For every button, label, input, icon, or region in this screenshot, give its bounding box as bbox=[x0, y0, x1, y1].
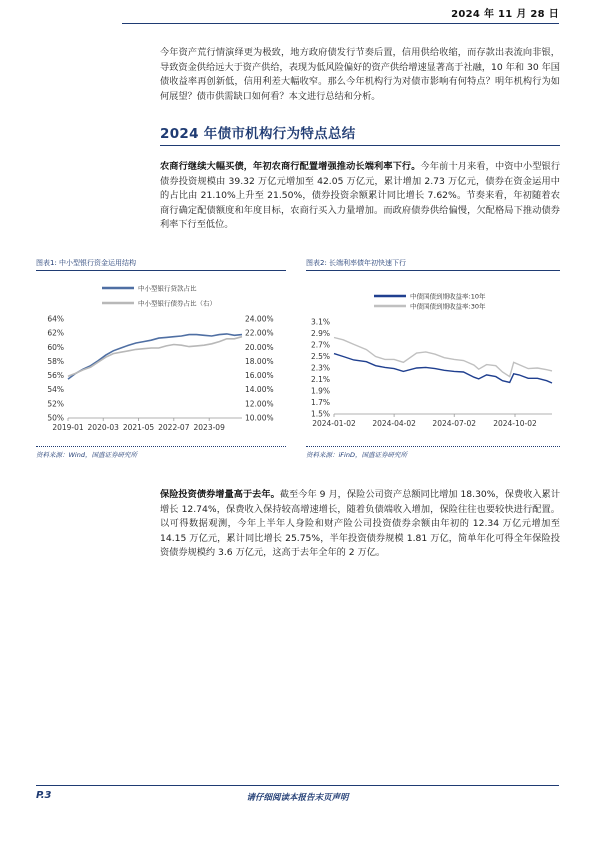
x-tick-label: 2022-07 bbox=[158, 423, 190, 432]
y-right-tick-label: 10.00% bbox=[245, 413, 274, 423]
header-date: 2024 年 11 月 28 日 bbox=[451, 9, 559, 20]
x-tick-label: 2024-10-02 bbox=[493, 419, 537, 428]
figure2-source: 资料来源：iFinD，国盛证券研究所 bbox=[306, 451, 407, 459]
y-tick-label: 2.5% bbox=[310, 352, 330, 361]
figure1-title: 图表1: 中小型银行资金运用结构 bbox=[36, 259, 137, 267]
y-right-tick-label: 16.00% bbox=[245, 371, 274, 381]
legend-label-2: 中债国债到期收益率:30年 bbox=[410, 302, 486, 311]
y-right-tick-label: 18.00% bbox=[245, 356, 274, 366]
x-tick-label: 2020-03 bbox=[87, 423, 119, 432]
figure2-title: 图表2: 长端利率债年初快速下行 bbox=[306, 259, 407, 267]
y-left-tick-label: 50% bbox=[47, 413, 64, 423]
y-tick-label: 1.5% bbox=[310, 409, 330, 419]
x-tick-label: 2019-01 bbox=[52, 423, 84, 432]
y-right-tick-label: 22.00% bbox=[245, 328, 274, 338]
y-tick-label: 2.9% bbox=[310, 329, 330, 338]
footer-page-number: P.3 bbox=[36, 790, 52, 801]
insurance-paragraph bbox=[160, 488, 560, 561]
y-right-tick-label: 14.00% bbox=[245, 385, 274, 395]
y-right-tick-label: 12.00% bbox=[245, 399, 274, 409]
x-tick-label: 2021-05 bbox=[122, 423, 155, 432]
y-left-tick-label: 60% bbox=[47, 342, 64, 352]
y-right-tick-label: 20.00% bbox=[245, 342, 274, 352]
series-line-1 bbox=[334, 354, 552, 383]
y-left-tick-label: 58% bbox=[47, 356, 64, 366]
y-tick-label: 2.3% bbox=[310, 363, 330, 373]
x-tick-label: 2023-09 bbox=[193, 423, 225, 432]
legend-label-2: 中小型银行债券占比（右） bbox=[138, 299, 216, 308]
x-tick-label: 2024-04-02 bbox=[372, 419, 416, 428]
y-left-tick-label: 54% bbox=[47, 385, 64, 395]
figure1-title-rule bbox=[36, 270, 286, 271]
figure1-chart bbox=[30, 272, 290, 442]
y-right-tick-label: 24.00% bbox=[245, 314, 274, 324]
series-line-1 bbox=[68, 334, 242, 379]
y-tick-label: 1.9% bbox=[310, 386, 330, 396]
insurance-paragraph-lead: 保险投资债券增量高于去年。 bbox=[160, 489, 280, 500]
figure2-title-rule bbox=[306, 270, 560, 271]
series-line-2 bbox=[68, 337, 242, 377]
y-tick-label: 2.1% bbox=[310, 375, 330, 384]
intro-paragraph: 今年资产荒行情演绎更为极致，地方政府债发行节奏后置，信用供给收缩，而存款出表流向非银，导致资金供给远大于资产供给，表现为低风险偏好的资产供给增速显著高于社融，10 年和 30 年国债收益率再创新低，信用利差大幅收窄。那么今年机构行为对债市影响有何特点？明年机构行为如何展望？债市供需缺口如何看？本文进行总结和分析。 bbox=[160, 47, 560, 102]
y-tick-label: 2.7% bbox=[310, 340, 330, 350]
x-tick-label: 2024-07-02 bbox=[432, 419, 477, 428]
figure2-chart bbox=[300, 272, 565, 442]
legend-label-1: 中债国债到期收益率:10年 bbox=[410, 292, 486, 301]
section-title: 2024 年债市机构行为特点总结 bbox=[160, 126, 356, 142]
x-tick-label: 2024-01-02 bbox=[312, 419, 356, 428]
footer-rule bbox=[36, 785, 559, 786]
y-left-tick-label: 62% bbox=[47, 328, 64, 338]
y-tick-label: 3.1% bbox=[310, 317, 330, 327]
section-rule bbox=[160, 145, 560, 146]
bank-paragraph-body: 今年前十月来看，中资中小型银行债券投资规模由 39.32 万亿元增加至 42.05 万亿元，累计增加 2.73 万亿元，债券在资金运用中的占比由 21.10%上升至 21.50%，债券投资余额累计同比增长 7.62%。节奏来看，年初随着农商行确定配债额度和年度目标，农商行买入力量增加。而政府债券供给偏慢，欠配格局下推动债券利率下行至低位。 bbox=[160, 161, 561, 231]
bank-paragraph bbox=[160, 160, 560, 233]
header-rule bbox=[122, 23, 559, 24]
y-tick-label: 1.7% bbox=[310, 398, 330, 407]
footer-disclaimer: 请仔细阅读本报告末页声明 bbox=[246, 793, 349, 803]
figure1-source: 资料来源：Wind，国盛证券研究所 bbox=[36, 451, 137, 459]
y-left-tick-label: 56% bbox=[47, 371, 64, 381]
figure2-source-rule bbox=[306, 446, 560, 447]
y-left-tick-label: 64% bbox=[47, 314, 64, 324]
bank-paragraph-lead: 农商行继续大幅买债，年初农商行配置增强推动长端利率下行。 bbox=[160, 161, 421, 172]
figure1-source-rule bbox=[36, 446, 286, 447]
y-left-tick-label: 52% bbox=[47, 399, 64, 409]
insurance-paragraph-body: 截至今年 9 月，保险公司资产总额同比增加 18.30%，保费收入累计增长 12.74%，保费收入保持较高增速增长，随着负债端收入增加，保险往往也要较快进行配置。以可得数据观测，今年上半年人身险和财产险公司投资债券余额由年初的 12.34 万亿元增加至 14.15 万亿元，累计同比增长 25.75%，半年投资债券规模 1.81 万亿，简单年化可得全年保险投资债券规模约 3.6 万亿元，这高于去年全年的 2 万亿。 bbox=[160, 489, 561, 559]
legend-label-1: 中小型银行贷款占比 bbox=[138, 284, 197, 293]
